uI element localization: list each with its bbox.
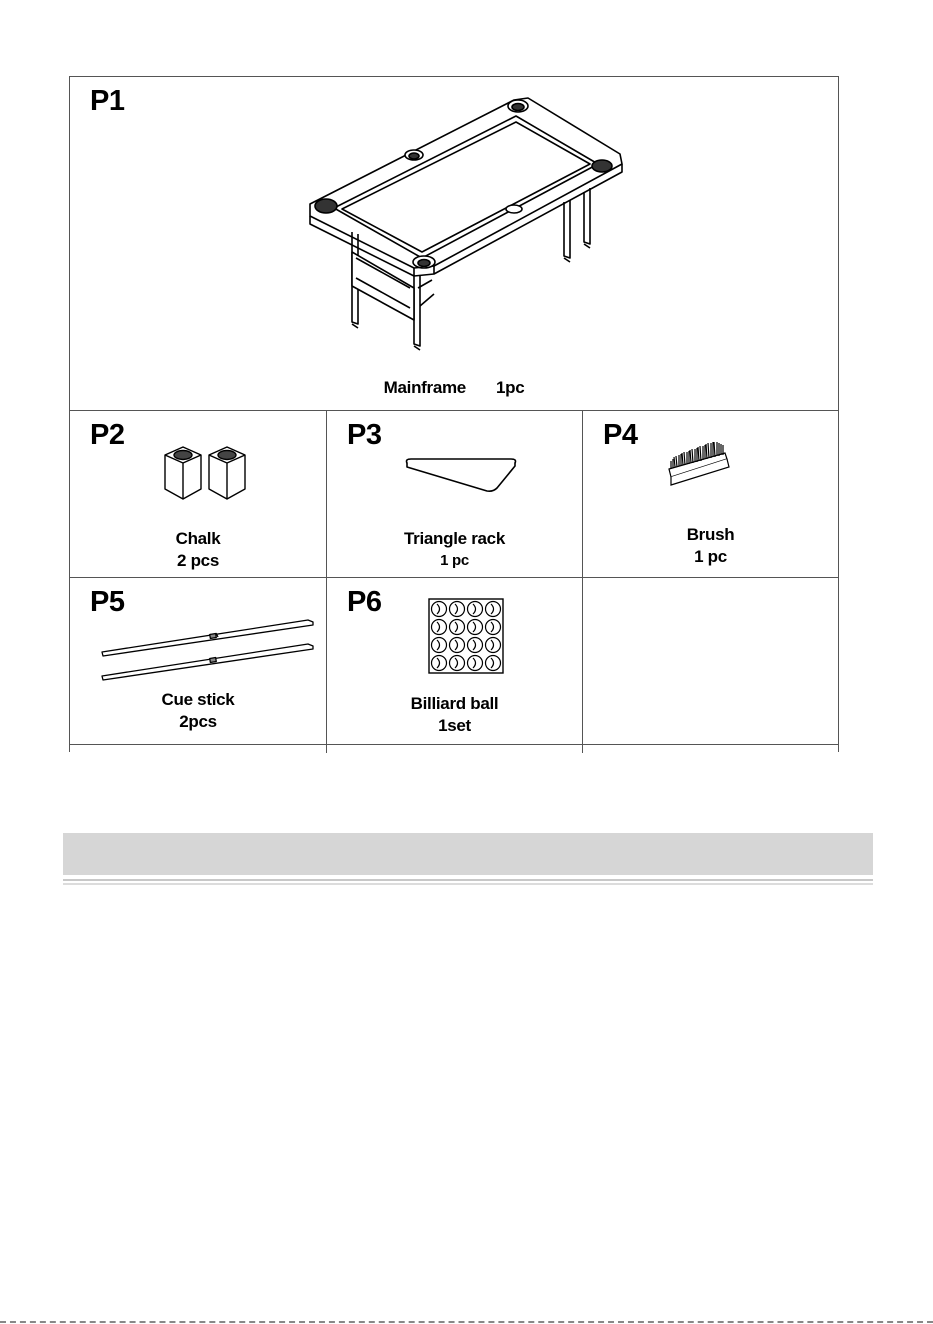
brush-icon [663,439,735,493]
part-qty: 2pcs [179,712,217,731]
part-name: Triangle rack [404,529,505,548]
part-name: Billiard ball [410,694,499,713]
triangle-rack-icon [403,453,521,493]
table-row-cut [583,745,838,753]
part-code: P1 [90,85,125,117]
part-name: Cue stick [161,690,235,709]
cue-stick-icon [98,614,318,684]
part-qty: 1 pc [694,547,727,566]
part-qty: 1set [438,716,471,735]
part-code: P2 [90,419,125,451]
section-header-bar [63,833,873,875]
part-cell-p3 [327,411,583,578]
table-row-cut [327,745,583,753]
table-row-cut [70,745,327,753]
part-name: Brush [686,525,735,544]
part-label-p2 [70,528,326,572]
page-bottom-edge [0,1321,933,1323]
part-code: P5 [90,586,125,618]
part-qty: 1 pc [440,552,469,569]
parts-list-table [69,76,839,752]
part-cell-p5 [70,578,327,745]
part-label-p5 [70,689,326,733]
part-label-p3 [327,528,582,572]
part-label-p1 [70,377,838,399]
chalk-icon [163,443,249,503]
part-name: Mainframe [383,378,466,397]
part-cell-p2 [70,411,327,578]
part-qty: 1pc [495,378,525,397]
divider [63,879,873,881]
part-cell-p4 [583,411,838,578]
part-code: P4 [603,419,638,451]
part-code: P3 [347,419,382,451]
part-cell-p1 [70,77,838,411]
part-label-p4 [583,524,838,568]
divider [63,883,873,885]
part-qty: 2 pcs [177,551,219,570]
pool-table-icon [302,92,632,352]
part-cell-p6 [327,578,583,745]
empty-cell [583,578,838,745]
part-name: Chalk [175,529,221,548]
billiard-balls-icon [428,598,504,674]
part-code: P6 [347,586,382,618]
part-label-p6 [327,693,582,737]
